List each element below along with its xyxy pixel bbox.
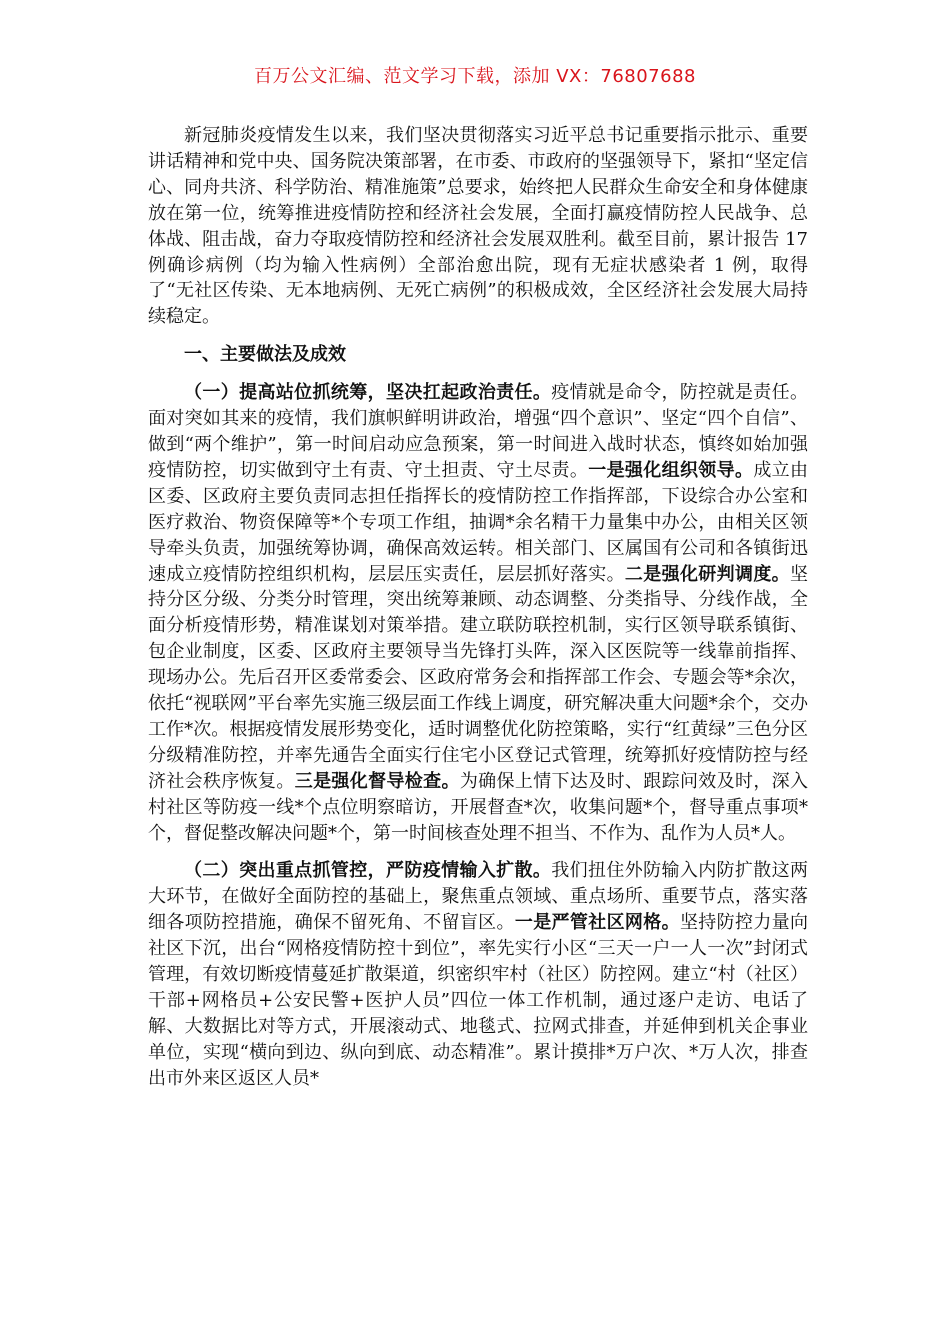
document-body	[148, 123, 808, 1092]
subsection-2-paragraph	[148, 858, 808, 1091]
point-3-title: 三是强化督导检查。	[294, 770, 460, 792]
point-1-title: 一是强化组织领导。	[588, 459, 754, 481]
subsection-1-paragraph	[148, 380, 808, 846]
intro-paragraph: 新冠肺炎疫情发生以来，我们坚决贯彻落实习近平总书记重要指示批示、重要讲话精神和党中央、国务院决策部署，在市委、市政府的坚强领导下，紧扣“坚定信心、同舟共济、科学防治、精准施策”总要求，始终把人民群众生命安全和身体健康放在第一位，统筹推进疫情防控和经济社会发展，全面打赢疫情防控人民战争、总体战、阻击战，奋力夺取疫情防控和经济社会发展双胜利。截至目前，累计报告 17 例确诊病例（均为输入性病例）全部治愈出院，现有无症状感染者 1 例，取得了“无社区传染、无本地病例、无死亡病例”的积极成效，全区经济社会发展大局持续稳定。	[148, 125, 808, 328]
subsection-2-text: 我们扭住外防输入内防扩散这两大环节，在做好全面防控的基础上，聚焦重点领域、重点场所、重要节点，落实落细各项防控措施，确保不留死角、不留盲区。	[148, 860, 809, 934]
section-heading: 一、主要做法及成效	[184, 344, 346, 366]
subsection-1-text: 疫情就是命令，防控就是责任。面对突如其来的疫情，我们旗帜鲜明讲政治，增强“四个意识”、坚定“四个自信”、做到“两个维护”，第一时间启动应急预案，第一时间进入战时状态，慎终如始加强疫情防控，切实做到守土有责、守土担责、守土尽责。	[148, 382, 809, 481]
point-2-title: 二是强化研判调度。	[624, 563, 791, 585]
point-3-text: 为确保上情下达及时、跟踪问效及时，深入村社区等防疫一线*个点位明察暗访，开展督查*次，收集问题*个，督导重点事项*个，督促整改解决问题*个，第一时间核查处理不担当、不作为、乱作为人员*人。	[148, 770, 809, 844]
page-header: 百万公文汇编、范文学习下载，添加 VX：76807688	[254, 66, 696, 87]
s2-point-1-title: 一是严管社区网格。	[514, 912, 680, 934]
point-2-text: 坚持分区分级、分类分时管理，突出统筹兼顾、动态调整、分类指导、分线作战，全面分析疫情形势，精准谋划对策举措。建立联防联控机制，实行区领导联系镇街、包企业制度，区委、区政府主要领导当先锋打头阵，深入区医院等一线靠前指挥、现场办公。先后召开区委常委会、区政府常务会和指挥部工作会、专题会等*余次，依托“视联网”平台率先实施三级层面工作线上调度，研究解决重大问题*余个，交办工作*次。根据疫情发展形势变化，适时调整优化防控策略，实行“红黄绿”三色分区分级精准防控，并率先通告全面实行住宅小区登记式管理，统筹抓好疫情防控与经济社会秩序恢复。	[148, 563, 809, 792]
point-1-text: 成立由区委、区政府主要负责同志担任指挥长的疫情防控工作指挥部，下设综合办公室和医疗救治、物资保障等*个专项工作组，抽调*余名精干力量集中办公，由相关区领导牵头负责，加强统筹协调，确保高效运转。相关部门、区属国有公司和各镇街迅速成立疫情防控组织机构，层层压实责任，层层抓好落实。	[148, 459, 809, 585]
s2-point-1-text: 坚持防控力量向社区下沉，出台“网格疫情防控十到位”，率先实行小区“三天一户一人一次”封闭式管理，有效切断疫情蔓延扩散渠道，织密织牢村（社区）防控网。建立“村（社区）干部+网格员+公安民警+医护人员”四位一体工作机制，通过逐户走访、电话了解、大数据比对等方式，开展滚动式、地毯式、拉网式排查，并延伸到机关企事业单位，实现“横向到边、纵向到底、动态精准”。累计摸排*万户次、*万人次，排查出市外来区返区人员*	[148, 912, 809, 1089]
subsection-2-title: （二）突出重点抓管控，严防疫情输入扩散。	[184, 860, 552, 882]
subsection-1-title: （一）提高站位抓统筹，坚决扛起政治责任。	[184, 382, 552, 404]
